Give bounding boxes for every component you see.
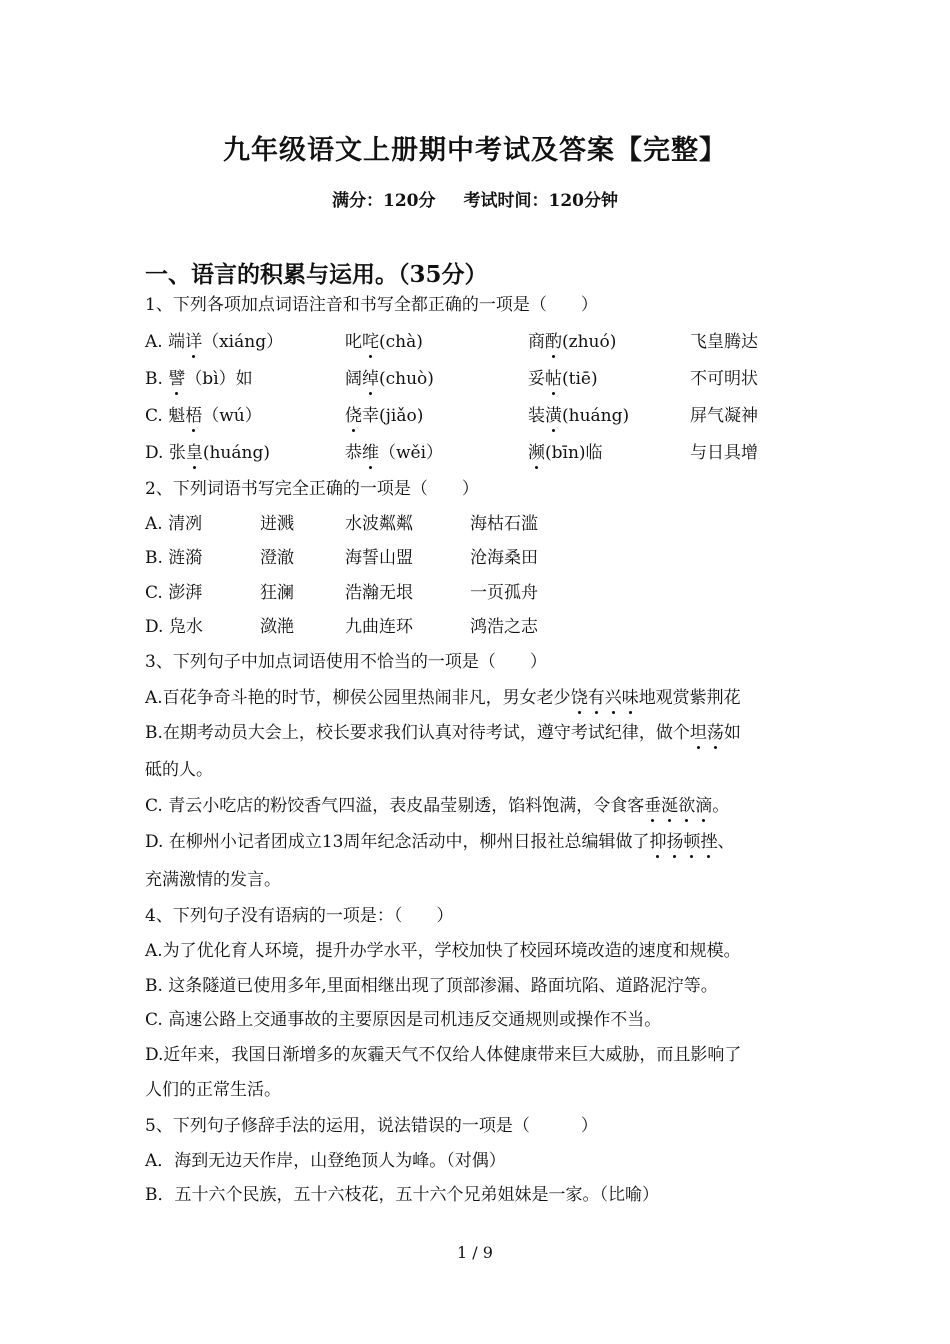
q2-option-b-word2: 澄澈: [260, 548, 294, 568]
full-score: 满分：120分: [332, 191, 436, 211]
q1-option-b-word1: B. 譬（bì）如: [145, 369, 253, 389]
q1-option-b-word3: 妥帖(tiē): [528, 369, 598, 389]
exam-info: [0, 186, 950, 211]
q3-d-dotted-phrase: 抑扬顿挫: [649, 832, 718, 852]
q2-option-a-word3: 水波粼粼: [345, 514, 413, 534]
q3-a-dotted-phrase: 饶有兴味: [570, 688, 639, 708]
q1-option-d-word2: 恭维（wěi）: [345, 443, 444, 463]
q2-option-d-word1: D. 凫水: [145, 617, 203, 637]
exam-time: 考试时间：120分钟: [463, 191, 618, 211]
q4-option-d-cont: 人们的正常生活。: [145, 1080, 281, 1100]
q4-option-d: D.近年来，我国日渐增多的灰霾天气不仅给人体健康带来巨大威胁，而且影响了: [145, 1045, 742, 1065]
q2-option-a-word1: A. 清冽: [145, 514, 203, 534]
page-title: 九年级语文上册期中考试及答案【完整】: [223, 135, 727, 166]
q3-option-b: B.在期考动员大会上，校长要求我们认真对待考试，遵守考试纪律，做个坦荡如: [145, 723, 741, 743]
q1-option-d-word1: D. 张皇(huáng): [145, 443, 270, 463]
q1-option-b-word4: 不可明状: [690, 369, 758, 389]
q2-option-c-word3: 浩瀚无垠: [345, 583, 413, 603]
q2-option-d-word2: 潋滟: [260, 617, 294, 637]
q1-option-c-word2: 侥幸(jiǎo): [345, 406, 424, 426]
q1-option-a-word2: 叱咤(chà): [345, 332, 423, 352]
section-heading: 一、语言的积累与运用。（35分）: [145, 261, 488, 288]
page-number: 1 / 9: [457, 1243, 493, 1262]
q4-option-b: B. 这条隧道已使用多年,里面相继出现了顶部渗漏、路面坑陷、道路泥泞等。: [145, 976, 718, 996]
q1-option-d-word3: 濒(bīn)临: [528, 443, 603, 463]
q2-option-c-word2: 狂澜: [260, 583, 294, 603]
question-1-stem: 1、下列各项加点词语注音和书写全都正确的一项是（ ）: [145, 295, 598, 315]
q2-option-a-word2: 迸溅: [260, 514, 294, 534]
q3-option-d: D. 在柳州小记者团成立13周年纪念活动中，柳州日报社总编辑做了抑扬顿挫、: [145, 832, 735, 852]
q2-option-b-word3: 海誓山盟: [345, 548, 413, 568]
q2-option-c-word1: C. 澎湃: [145, 583, 203, 603]
q1-option-a-word1: A. 端详（xiáng）: [145, 332, 284, 352]
q5-option-a: A．海到无边天作岸，山登绝顶人为峰。（对偶）: [145, 1151, 506, 1171]
q1-option-c-word3: 装潢(huáng): [528, 406, 630, 426]
q1-option-c-word1: C. 魁梧（wú）: [145, 406, 262, 426]
q3-b-dotted-phrase: 坦荡: [689, 723, 724, 743]
question-2-stem: 2、下列词语书写完全正确的一项是（ ）: [145, 479, 479, 499]
q4-option-a: A.为了优化育人环境，提升办学水平，学校加快了校园环境改造的速度和规模。: [145, 941, 741, 961]
q3-option-a: A.百花争奇斗艳的时节，柳侯公园里热闹非凡，男女老少饶有兴味地观赏紫荆花: [145, 688, 741, 708]
q3-option-d-cont: 充满激情的发言。: [145, 870, 281, 890]
q1-option-b-word2: 阔绰(chuò): [345, 369, 434, 389]
q2-option-d-word3: 九曲连环: [345, 617, 413, 637]
q2-option-b-word4: 沧海桑田: [470, 548, 538, 568]
question-3-stem: 3、下列句子中加点词语使用不恰当的一项是（ ）: [145, 652, 547, 672]
question-4-stem: 4、下列句子没有语病的一项是：（ ）: [145, 906, 454, 926]
q2-option-d-word4: 鸿浩之志: [470, 617, 538, 637]
q4-option-c: C. 高速公路上交通事故的主要原因是司机违反交通规则或操作不当。: [145, 1010, 662, 1030]
q1-option-d-word4: 与日具增: [690, 443, 758, 463]
q3-c-dotted-phrase: 垂涎欲滴: [644, 796, 713, 816]
q1-option-a-word3: 商酌(zhuó): [528, 332, 617, 352]
q2-option-c-word4: 一页孤舟: [470, 583, 538, 603]
q5-option-b: B．五十六个民族，五十六枝花，五十六个兄弟姐妹是一家。（比喻）: [145, 1185, 659, 1205]
q2-option-a-word4: 海枯石滥: [470, 514, 538, 534]
q3-option-c: C. 青云小吃店的粉饺香气四溢，表皮晶莹剔透，馅料饱满，令食客垂涎欲滴。: [145, 796, 730, 816]
q2-option-b-word1: B. 涟漪: [145, 548, 203, 568]
q1-option-a-word4: 飞皇腾达: [690, 332, 758, 352]
q3-option-b-cont: 砥的人。: [145, 760, 213, 780]
q1-option-c-word4: 屏气凝神: [690, 406, 758, 426]
question-5-stem: 5、下列句子修辞手法的运用，说法错误的一项是（ ）: [145, 1116, 598, 1136]
